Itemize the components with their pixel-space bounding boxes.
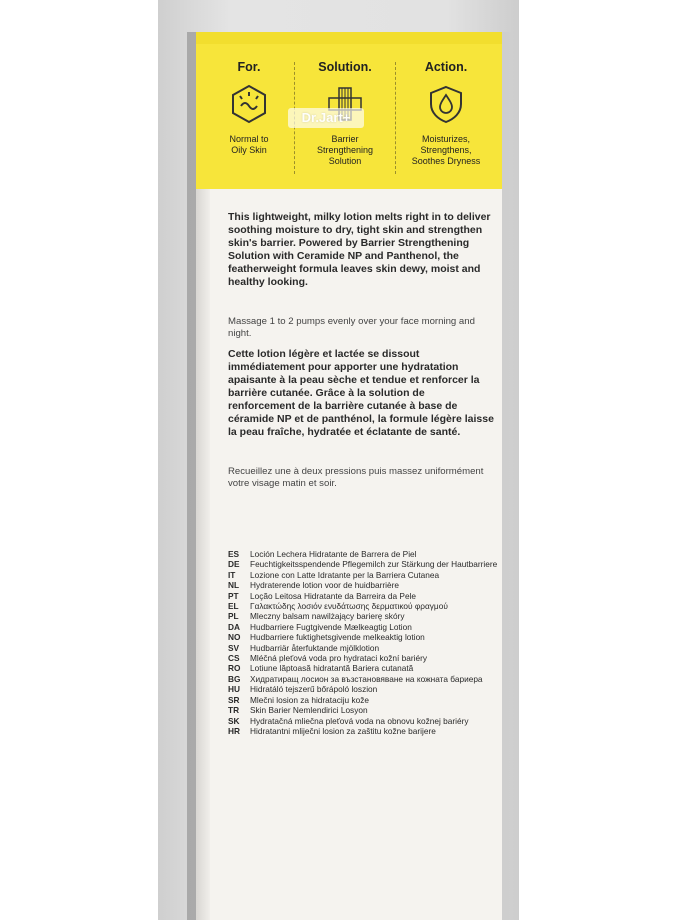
list-item: SV Hudbarriär återfuktande mjölklotion xyxy=(228,642,380,653)
english-description: This lightweight, milky lotion melts right in to deliver soothing moisture to dry, tight skin and strengthen skin's barrier. Powered by Barrier Strengthening Solution with Ceramide NP and Panthenol, the featherweight formula leaves skin dewy, moist and healthy looking. xyxy=(228,211,491,288)
list-item: TR Skin Barier Nemlendirici Losyon xyxy=(228,705,368,716)
list-item: PT Loção Leitosa Hidratante da Barreira da Pele xyxy=(228,590,417,601)
list-item: CS Mléčná pleťová voda pro hydrataci kožní bariéry xyxy=(228,653,427,664)
list-item: DE Feuchtigkeitsspendende Pflegemilch zur Stärkung der Hautbarriere xyxy=(228,559,498,570)
oily-drop-icon xyxy=(229,84,269,124)
french-description: Cette lotion légère et lactée se dissout immédiatement pour apporter une hydratation apaisante à la peau sèche et tendue et renforcer la barrière cutanée. Grâce à la solution de renforcement de la barrière cutanée à base de céramide NP et de panthénol, la formule légère laisse la peau fraîche, hydratée et éclatante de santé. xyxy=(228,348,494,438)
column-divider xyxy=(395,62,396,174)
column-title: Action. xyxy=(424,60,468,74)
list-item: DA Hudbarriere Fugtgivende Mælkeagtig Lotion xyxy=(228,621,412,632)
list-item: BG Хидратиращ лосион за възстановяване на кожната бариера xyxy=(228,673,483,684)
column-caption: Barrier Strengthening Solution xyxy=(316,134,374,166)
list-item: HR Hidratantni mliječni losion za zaštitu kožne barijere xyxy=(228,725,436,736)
list-item: SK Hydratačná mliečna pleťová voda na obnovu kožnej bariéry xyxy=(228,715,469,726)
band-top-strip xyxy=(196,32,502,44)
list-item: ES Loción Lechera Hidratante de Barrera de Piel xyxy=(228,549,417,559)
column-title: For. xyxy=(237,60,261,74)
french-directions: Recueillez une à deux pressions puis massez uniformément votre visage matin et soir. xyxy=(228,466,484,489)
shield-drop-icon xyxy=(426,84,466,124)
column-action xyxy=(398,60,494,167)
column-for xyxy=(201,60,297,156)
column-title: Solution. xyxy=(318,60,372,74)
list-item: HU Hidratáló tejszerű bőrápoló loszion xyxy=(228,684,378,695)
translations-list xyxy=(228,549,498,736)
list-item: NO Hudbarriere fuktighetsgivende melkeaktig lotion xyxy=(228,632,425,643)
list-item: SR Mlečni losion za hidrataciju kože xyxy=(228,694,369,705)
list-item: IT Lozione con Latte Idratante per la Barriera Cutanea xyxy=(228,569,440,580)
column-caption: Normal to Oily Skin xyxy=(229,134,269,155)
list-item: PL Mleczny balsam nawilżający barierę skóry xyxy=(228,611,405,622)
list-item: NL Hydraterende lotion voor de huidbarrière xyxy=(228,580,399,591)
brand-logo-overlay: Dr.Jart+ xyxy=(288,108,364,128)
english-directions: Massage 1 to 2 pumps evenly over your face morning and night. xyxy=(228,316,475,339)
list-item: EL Γαλακτώδης λοσιόν ενυδάτωσης δερματικού φραγμού xyxy=(228,601,448,612)
column-caption: Moisturizes, Strengthens, Soothes Dryness xyxy=(411,134,481,166)
list-item: RO Lotiune lăptoasă hidratantă Bariera cutanată xyxy=(228,663,414,674)
